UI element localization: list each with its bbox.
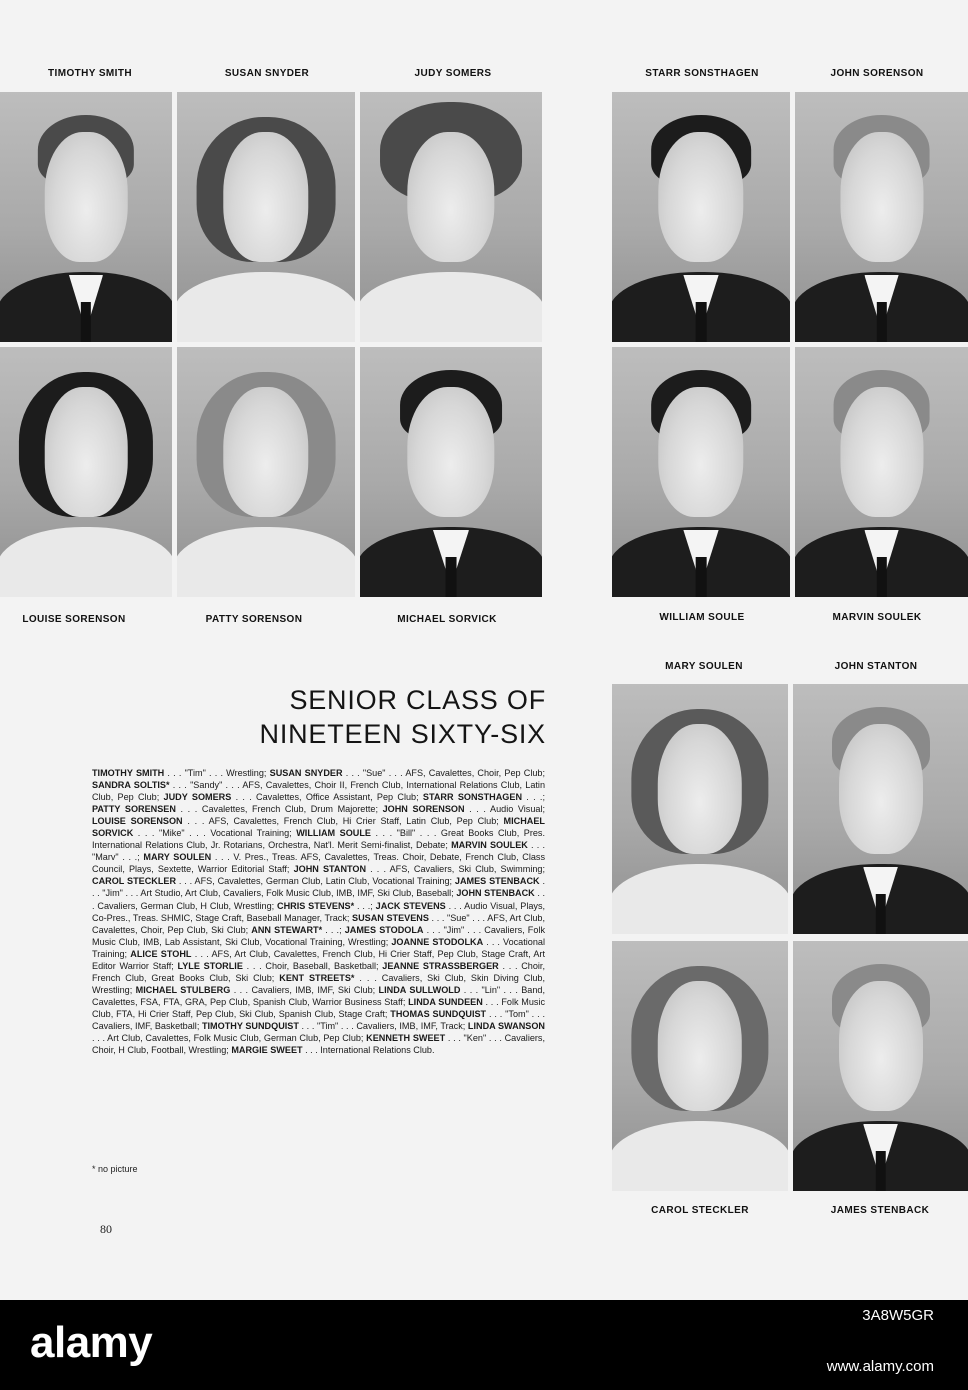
entry-name: THOMAS SUNDQUIST bbox=[390, 1008, 487, 1019]
portrait-timothy-smith bbox=[0, 92, 172, 342]
portrait-william-soule bbox=[612, 347, 790, 597]
name-michael-sorvick: MICHAEL SORVICK bbox=[397, 614, 497, 625]
entry-name: LOUISE SORENSON bbox=[92, 816, 183, 827]
name-john-sorenson: JOHN SORENSON bbox=[830, 68, 924, 79]
entry-name: KENNETH SWEET bbox=[366, 1033, 446, 1044]
entry-name: TIMOTHY SUNDQUIST bbox=[201, 1020, 299, 1031]
alamy-logo: alamy bbox=[30, 1318, 153, 1367]
entry-name: JACK STEVENS bbox=[375, 900, 446, 911]
entry-activities: . . . "Lin" . . . Band, Cavalettes, FSA, FTA, GRA, Pep Club, Spanish Club, Warrior Business Staff; bbox=[92, 984, 546, 1007]
portrait-john-stanton bbox=[793, 684, 968, 934]
entry-activities: . . . "Tim" . . . Cavaliers, IMB, IMF, Track; bbox=[298, 1020, 468, 1031]
portrait-patty-sorenson bbox=[177, 347, 355, 597]
entry-activities: . . .; bbox=[322, 924, 345, 935]
portrait-john-sorenson bbox=[795, 92, 968, 342]
entry-activities: . . . Cavaliers, German Club, H Club, Wrestling; bbox=[92, 888, 545, 911]
portrait-starr-sonsthagen bbox=[612, 92, 790, 342]
entry-activities: . . . "Sandy" . . . AFS, Cavalettes, Choir II, French Club, International Relations Club, Latin Club, Pep Club; bbox=[92, 780, 545, 803]
portrait-louise-sorenson bbox=[0, 347, 172, 597]
portrait-susan-snyder bbox=[177, 92, 355, 342]
title-line-2: NINETEEN SIXTY-SIX bbox=[259, 719, 546, 749]
name-susan-snyder: SUSAN SNYDER bbox=[224, 68, 310, 79]
entry-name: MARY SOULEN bbox=[143, 852, 212, 863]
entry-name: ANN STEWART* bbox=[251, 924, 323, 935]
entry-activities: . . . Vocational Training; bbox=[92, 936, 545, 959]
footnote: * no picture bbox=[92, 1164, 138, 1174]
entry-activities: . . .; bbox=[354, 900, 376, 911]
portrait-mary-soulen bbox=[612, 684, 788, 934]
entry-activities: . . . "Mike" . . . Vocational Training; bbox=[133, 828, 297, 839]
entry-name: LINDA SULLWOLD bbox=[378, 984, 461, 995]
entry-activities: . . . Choir, Baseball, Basketball; bbox=[242, 960, 383, 971]
entry-activities: . . . International Relations Club. bbox=[302, 1045, 435, 1056]
entry-name: ALICE STOHL bbox=[130, 948, 192, 959]
entry-activities: . . . Cavaliers, Ski Club, Skin Diving Club, Wrestling; bbox=[92, 972, 545, 995]
entry-activities: . . . Audio Visual, Plays, Co-Pres., Treas. SHMIC, Stage Craft, Baseball Manager, Track; bbox=[92, 900, 546, 923]
entry-name: MICHAEL STULBERG bbox=[135, 984, 231, 995]
entry-activities: . . . "Jim" . . . Cavaliers, Folk Music Club, IMB, Lab Assistant, Ski Club, Vocational Training, Wrestling; bbox=[92, 924, 545, 947]
senior-activities-text bbox=[92, 767, 545, 1056]
entry-name: KENT STREETS* bbox=[279, 972, 355, 983]
entry-activities: . . . "Sue" . . . AFS, Art Club, Cavalettes, Choir, Pep Club, Ski Club; bbox=[92, 912, 545, 935]
entry-name: JAMES STODOLA bbox=[344, 924, 424, 935]
entry-activities: . . . "Jim" . . . Art Studio, Art Club, Cavaliers, Folk Music Club, IMB, IMF, Ski Club, Baseball; bbox=[92, 876, 545, 899]
name-patty-sorenson: PATTY SORENSON bbox=[205, 614, 303, 625]
entry-name: CHRIS STEVENS* bbox=[277, 900, 355, 911]
entry-name: JOHN STANTON bbox=[293, 864, 367, 875]
entry-activities: . . . AFS, Art Club, Cavalettes, French Club, Hi Crier Staff, Pep Club, Stage Craft, Art Editor Warrior Staff; bbox=[92, 948, 545, 971]
entry-name: SUSAN STEVENS bbox=[352, 912, 429, 923]
image-id: 3A8W5GR bbox=[862, 1307, 934, 1324]
entry-activities: . . . "Sue" . . . AFS, Cavalettes, Choir, Pep Club; bbox=[342, 768, 545, 778]
portrait-judy-somers bbox=[360, 92, 542, 342]
entry-name: JUDY SOMERS bbox=[163, 792, 232, 803]
entry-activities: . . . "Tim" . . . Wrestling; bbox=[164, 768, 270, 778]
entry-activities: . . . Choir, French Club, Great Books Club, Ski Club; bbox=[92, 960, 545, 983]
entry-activities: . . . Audio Visual; bbox=[464, 804, 545, 815]
entry-name: LINDA SWANSON bbox=[467, 1020, 545, 1031]
entry-name: CAROL STECKLER bbox=[92, 876, 177, 887]
entry-name: LYLE STORLIE bbox=[177, 960, 243, 971]
entry-name: JOANNE STODOLKA bbox=[391, 936, 484, 947]
name-timothy-smith: TIMOTHY SMITH bbox=[48, 68, 132, 79]
name-william-soule: WILLIAM SOULE bbox=[659, 612, 745, 623]
page-title bbox=[254, 683, 546, 751]
entry-name: MICHAEL SORVICK bbox=[92, 816, 545, 839]
name-louise-sorenson: LOUISE SORENSON bbox=[22, 614, 126, 625]
name-james-stenback: JAMES STENBACK bbox=[830, 1205, 930, 1216]
entry-activities: . . .; bbox=[522, 792, 545, 803]
entry-activities: . . . Cavalettes, Office Assistant, Pep Club; bbox=[231, 792, 423, 803]
portrait-carol-steckler bbox=[612, 941, 788, 1191]
portrait-marvin-soulek bbox=[795, 347, 968, 597]
entry-name: SUSAN SNYDER bbox=[269, 768, 343, 778]
entry-activities: . . . AFS, Cavalettes, German Club, Latin Club, Vocational Training; bbox=[176, 876, 455, 887]
portrait-michael-sorvick bbox=[360, 347, 542, 597]
entry-name: JAMES STENBACK bbox=[454, 876, 540, 887]
entry-name: JOHN STENBACK bbox=[456, 888, 535, 899]
entry-activities: . . . "Marv" . . .; bbox=[92, 840, 546, 863]
entry-name: TIMOTHY SMITH bbox=[92, 768, 165, 778]
entry-name: MARVIN SOULEK bbox=[451, 840, 528, 851]
entry-activities: . . . "Ken" . . . Cavaliers, Choir, H Club, Football, Wrestling; bbox=[92, 1033, 545, 1056]
entry-name: STARR SONSTHAGEN bbox=[422, 792, 523, 803]
entry-name: JEANNE STRASSBERGER bbox=[382, 960, 499, 971]
entry-name: WILLIAM SOULE bbox=[296, 828, 371, 839]
entry-activities: . . . AFS, Cavalettes, French Club, Hi Crier Staff, Latin Club, Pep Club; bbox=[182, 816, 504, 827]
entry-activities: . . . AFS, Cavaliers, Ski Club, Swimming; bbox=[366, 864, 545, 875]
name-mary-soulen: MARY SOULEN bbox=[665, 661, 743, 672]
entry-activities: . . . "Bill" . . . Great Books Club, Pres. International Relations Club, Jr. Rotarians, Orchestra, Nat'l. Merit Semi-finalist, Debate; bbox=[92, 828, 545, 851]
entry-name: SANDRA SOLTIS* bbox=[92, 780, 170, 791]
name-john-stanton: JOHN STANTON bbox=[834, 661, 918, 672]
entry-activities: . . . V. Pres., Treas. AFS, Cavalettes, Treas. Choir, Debate, French Club, Class Council, Plays, Sextette, Warrior Editorial Staff; bbox=[92, 852, 545, 875]
entry-name: PATTY SORENSEN bbox=[92, 804, 176, 815]
name-carol-steckler: CAROL STECKLER bbox=[651, 1205, 749, 1216]
name-starr-sonsthagen: STARR SONSTHAGEN bbox=[645, 68, 759, 79]
name-judy-somers: JUDY SOMERS bbox=[414, 68, 492, 79]
title-line-1: SENIOR CLASS OF bbox=[289, 685, 546, 715]
entry-activities: . . . Art Club, Cavalettes, Folk Music Club, German Club, Pep Club; bbox=[92, 1033, 367, 1044]
entry-activities: . . . "Tom" . . . Cavaliers, IMF, Basketball; bbox=[92, 1008, 545, 1031]
entry-activities: . . . Cavalettes, French Club, Drum Majorette; bbox=[175, 804, 383, 815]
site-url: www.alamy.com bbox=[826, 1358, 934, 1375]
entry-name: MARGIE SWEET bbox=[231, 1045, 303, 1056]
entry-name: JOHN SORENSON bbox=[382, 804, 465, 815]
page-number: 80 bbox=[100, 1222, 112, 1236]
entry-activities: . . . Folk Music Club, FTA, Hi Crier Staff, Pep Club, Ski Club, Spanish Club, Stage Craft; bbox=[92, 996, 546, 1019]
entry-activities: . . . Cavaliers, IMB, IMF, Ski Club; bbox=[230, 984, 379, 995]
portrait-james-stenback bbox=[793, 941, 968, 1191]
name-marvin-soulek: MARVIN SOULEK bbox=[832, 612, 922, 623]
entry-name: LINDA SUNDEEN bbox=[408, 996, 483, 1007]
